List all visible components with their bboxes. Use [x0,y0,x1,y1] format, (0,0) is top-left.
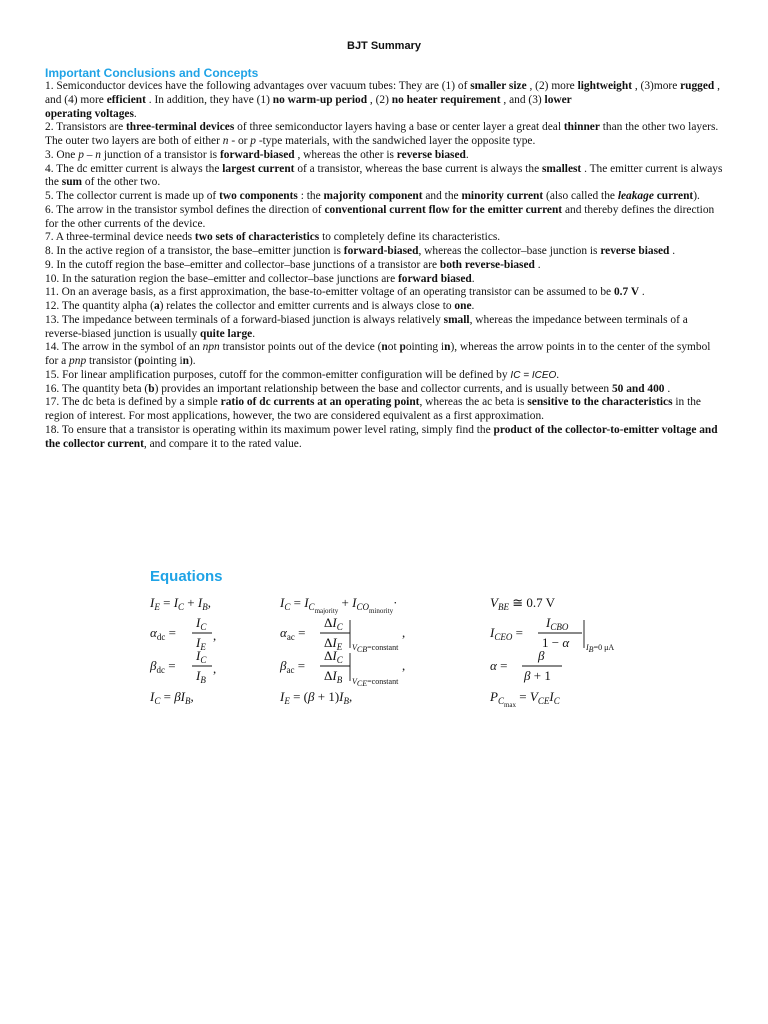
emphasis-text: forward-biased [219,148,295,161]
emphasis-text: no warm-up period [272,93,368,106]
emphasis-text: reverse biased [600,245,670,257]
text-run: . [465,148,469,161]
text-run: of the other two. [82,176,161,189]
text-run: . [556,368,560,381]
emphasis-text: no heater requirement [391,93,501,106]
emphasis-text: current [656,190,694,202]
text-run: transistor points out of the device ( [219,341,382,354]
svg-text:,: , [213,628,217,643]
text-run: ) relates the collector and emitter currents and is always close to [159,300,455,312]
emphasis-text: forward biased [398,272,472,285]
text-run: 2. Transistors are [45,121,127,134]
text-run: to completely define its characteristics. [319,231,501,244]
text-run: , and compare it to the rated value. [143,437,302,450]
equation-ie-sum [149,595,211,612]
svg-text:VCB=constant: VCB=constant [352,643,399,654]
text-run: . [534,258,541,271]
emphasis-text: operating voltages [45,107,134,120]
text-run: 1. Semiconductor devices have the following advantages over vacuum tubes: They are (1) of [45,80,471,92]
svg-text:IC: $I_C$ [196,648,207,665]
text-run: , and (4) more [45,80,720,106]
text-run: ). [693,190,700,202]
emphasis-text: small [443,313,470,326]
equation-alpha-ac [280,615,405,654]
symbol-text: n [222,135,229,147]
text-run: , whereas the ac beta is [419,396,528,409]
emphasis-text: two sets of characteristics [194,231,320,244]
svg-text:IC = βIB,: $I_C = \beta I_B$, [150,689,194,706]
text-run: 10. In the saturation region the base–emitter and collector–base junctions are [45,272,398,285]
emphasis-text: p [399,341,406,354]
symbol-text: pnp [69,355,87,367]
svg-text:PCmax = VCEIC: $P_{Cmax} = V_{CE}I_C$ [490,689,560,709]
text-run: . [639,286,645,299]
equation-beta-dc [149,648,216,685]
equation-alpha-beta [490,648,562,683]
equation-ic-sum [279,595,397,615]
emphasis-text: 50 and 400 [611,382,665,395]
emphasis-text: conventional current flow for the emitter current [324,203,563,216]
text-run: 13. The impedance between terminals of a forward-biased junction is always relatively [45,313,444,326]
text-run: , (3)more [632,80,681,92]
emphasis-text: sum [61,176,83,189]
emphasis-text: n [182,355,190,367]
svg-text:βac =: $\beta_{ac}$ = [280,658,306,675]
emphasis-text: leakage [617,190,654,202]
equation-iceo [489,615,614,654]
text-run: 15. For linear amplification purposes, cutoff for the common-emitter configuration will be defined by [45,368,511,381]
text-run: . [664,382,671,395]
svg-text:,: , [402,658,406,673]
emphasis-text: efficient [106,93,146,106]
text-run: transistor ( [86,355,139,367]
svg-text:β: β [538,648,545,663]
text-run: (also called the [543,190,618,202]
equations-heading: Equations [150,568,223,585]
text-run: 3. One [45,148,79,161]
svg-text:αac =: $\alpha_{ac}$ = [280,625,306,642]
emphasis-text: largest current [222,162,295,175]
text-run: 12. The quantity alpha ( [45,300,154,312]
text-run: . [669,245,676,257]
emphasis-text: 0.7 V [613,286,640,299]
text-run: . [471,300,475,312]
equation-alpha-dc [150,615,216,652]
text-run: . [133,107,137,120]
svg-text:ΔIE: $\Delta I_E$ [324,635,343,652]
text-run: in the region of interest. For most applications, however, the two are considered equivalent as a first approximation. [45,396,701,422]
text-run: of three semiconductor layers having a base or center layer a great deal [234,121,564,134]
svg-text:β + 1: β + 1 [524,668,551,683]
text-run: 16. The quantity beta ( [45,382,149,395]
emphasis-text: reverse biased [396,148,466,161]
text-run: 6. The arrow in the transistor symbol defines the direction of [45,203,325,216]
svg-text:IE: $I_E$ [196,635,206,652]
text-run: - or [228,135,251,147]
text-run: 5. The collector current is made up of [45,190,220,202]
text-run: , whereas the impedance between terminals of a reverse-biased junction is usually [45,313,688,340]
text-run: , (2) more [526,80,578,92]
emphasis-text: b [148,382,155,395]
svg-text:IE = IC + IB,: $I_E = I_C + I_B$, [150,595,211,612]
svg-text:IE = (β + 1)IB,: $I_E = (\beta + 1)I_B$, [280,689,353,706]
emphasis-text: both reverse-biased [439,258,535,271]
emphasis-text: lower [544,93,572,106]
text-run: . The emitter current is always the [45,162,723,189]
svg-text:,: , [213,661,217,676]
text-run: . [252,327,256,340]
svg-text:ICEO =: $I_{CEO}$ = [490,625,523,642]
text-run: ) provides an important relationship between the base and collector currents, and is usually between [154,382,612,395]
text-run: 9. In the cutoff region the base–emitter and collector–base junctions of a transistor are [45,258,440,271]
svg-text:βdc =: $\beta_{dc}$ = [150,658,176,675]
symbol-text: p – n [78,148,101,161]
text-run: 11. On an average basis, as a first approximation, the base-to-emitter voltage of an operating transistor can be assumed to be [45,286,614,299]
text-run: 18. To ensure that a transistor is operating within its maximum power level rating, simply find the [45,423,494,436]
text-run: than the other two layers. The outer two layers are both of either [45,121,719,147]
emphasis-text: two components [219,190,298,202]
text-run: ). [189,355,196,367]
emphasis-text: n [381,341,388,354]
svg-text:IB=0 μA: IB=0 μA [586,643,615,654]
emphasis-text: sensitive to the characteristics [527,396,673,409]
svg-text:ICBO: $I_{CBO}$ [546,615,569,632]
svg-text:ΔIB: $\Delta I_B$ [324,668,343,685]
emphasis-text: rugged [680,80,715,92]
emphasis-text: a [153,300,160,312]
svg-text:,: , [402,625,406,640]
svg-text:VCE=constant: VCE=constant [352,677,399,688]
text-run: ot [387,341,400,354]
text-run: and thereby defines the direction for the other currents of the device. [45,203,715,230]
equation-beta-ac [279,648,405,688]
document-title: BJT Summary [347,40,421,52]
text-run: , whereas the collector–base junction is [418,245,601,257]
svg-text:VBE ≅ 0.7 V: $V_{BE}$ ≅ 0.7 V [490,595,555,612]
text-run: ointing i [405,341,445,354]
emphasis-text: thinner [563,121,600,134]
text-run: . [471,272,475,285]
emphasis-text: n [444,341,451,354]
svg-text:ΔIC: $\Delta I_C$ [324,648,343,665]
emphasis-text: one [454,300,472,312]
section-heading: Important Conclusions and Concepts [45,66,259,80]
text-run: ), whereas the arrow points in to the center of the symbol for a [45,341,711,367]
svg-text:ΔIC: $\Delta I_C$ [324,615,343,632]
svg-text:αdc =: $\alpha_{dc}$ = [150,625,176,642]
text-run: 7. A three-terminal device needs [45,231,195,244]
equation-ie-beta [279,689,352,706]
symbol-text: npn [202,341,220,354]
text-run: of a transistor, whereas the base current is always the [294,162,542,175]
text-run: . In addition, they have (1) [145,93,273,106]
symbol-text: IC = ICEO [510,369,557,381]
text-run: , whereas the other is [294,148,397,161]
text-run: and the [422,190,462,202]
text-run: ointing i [144,355,183,367]
text-run: 4. The dc emitter current is always the [45,162,223,175]
emphasis-text: smaller size [470,80,527,92]
text-run: 8. In the active region of a transistor, the base–emitter junction is [45,245,344,257]
emphasis-text: lightweight [577,80,633,92]
equation-ic-beta [149,689,194,706]
emphasis-text: quite large [200,327,253,340]
equation-vbe [490,595,556,612]
text-run: , and (3) [500,93,545,106]
emphasis-text: product of the collector-to-emitter voltage and the collector current [45,423,718,450]
svg-text:α =: α = [490,658,508,673]
equation-pcmax [489,689,561,709]
emphasis-text: three-terminal devices [126,121,235,134]
svg-text:IB: $I_B$ [196,668,206,685]
text-run: 14. The arrow in the symbol of an [45,341,203,354]
svg-text:1 − α: 1 − α [542,635,570,650]
symbol-text: p [250,135,256,147]
svg-text:IC: $I_C$ [196,615,207,632]
text-run: junction of a transistor is [101,148,220,161]
text-run: , (2) [367,93,392,106]
emphasis-text: ratio of dc currents at an operating point [220,396,420,409]
emphasis-text: p [138,355,145,367]
emphasis-text: smallest [542,162,582,175]
text-run: 17. The dc beta is defined by a simple [45,396,221,409]
emphasis-text: majority component [323,190,423,202]
emphasis-text: forward-biased [343,245,419,257]
svg-text:IC = ICmajority + ICOminority·: $I_C = I_{Cmajority} + I_{COminority}\cdot$ [280,595,398,615]
text-run: -type materials, with the sandwiched layer the opposite type. [256,135,536,147]
emphasis-text: minority current [461,190,544,202]
text-run: : the [297,190,324,202]
